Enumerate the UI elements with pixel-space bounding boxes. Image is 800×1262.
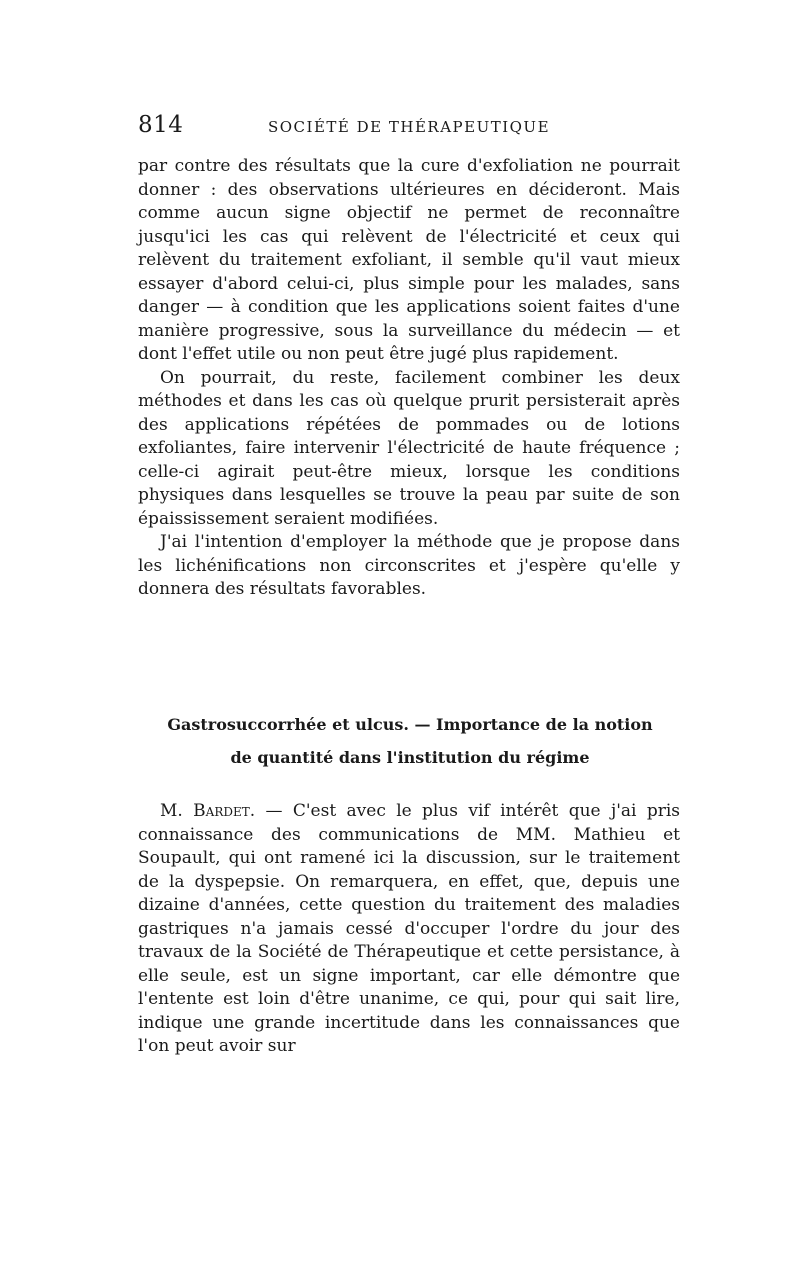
section-title-line-1: Gastrosuccorrhée et ulcus. — Importance de la notion <box>167 715 653 734</box>
paragraph: On pourrait, du reste, facilement combiner les deux méthodes et dans les cas où quelque prurit persisterait après des applications répétées de pommades ou de lotions exfoliantes, faire intervenir l'électricité de haute fréquence ; celle-ci agirait peut-être mieux, lorsque les conditions physiques dans lesquelles se trouve la peau par suite de son épaississement seraient modifiées. <box>138 367 680 529</box>
section-1-text <box>138 155 680 602</box>
page-number: 814 <box>138 112 184 138</box>
running-title: SOCIÉTÉ DE THÉRAPEUTIQUE <box>267 118 551 136</box>
speaker-name: M. Bardet. <box>160 801 256 821</box>
section-2-text <box>138 800 680 1059</box>
paragraph-text: — C'est avec le plus vif intérêt que j'ai pris connaissance des communications de MM. Mathieu et Soupault, qui ont ramené ici la discussion, sur le traitement de la dyspepsie. On remarquera, en effet, que, depuis une dizaine d'années, cette question du traitement des maladies gastriques n'a jamais cessé d'occuper l'ordre du jour des travaux de la Société de Thérapeutique et cette persistance, à elle seule, est un signe important, car elle démontre que l'entente est loin d'être unanime, ce qui, pour qui sait lire, indique une grande incertitude dans les connaissances que l'on peut avoir sur <box>138 801 681 1056</box>
running-head <box>138 112 680 144</box>
section-title-line-2: de quantité dans l'institution du régime <box>230 748 590 767</box>
paragraph: par contre des résultats que la cure d'exfoliation ne pourrait donner : des observations ultérieures en décideront. Mais comme aucun signe objectif ne permet de reconnaître jusqu'ici les cas qui relèvent de l'électricité et ceux qui relèvent du traitement exfoliant, il semble qu'il vaut mieux essayer d'abord celui-ci, plus simple pour les malades, sans danger — à condition que les applications soient faites d'une manière progressive, sous la surveillance du médecin — et dont l'effet utile ou non peut être jugé plus rapidement. <box>138 156 680 364</box>
paragraph <box>138 800 680 1059</box>
section-title <box>120 708 700 774</box>
paragraph: J'ai l'intention d'employer la méthode que je propose dans les lichénifications non circonscrites et j'espère qu'elle y donnera des résultats favorables. <box>138 532 680 599</box>
